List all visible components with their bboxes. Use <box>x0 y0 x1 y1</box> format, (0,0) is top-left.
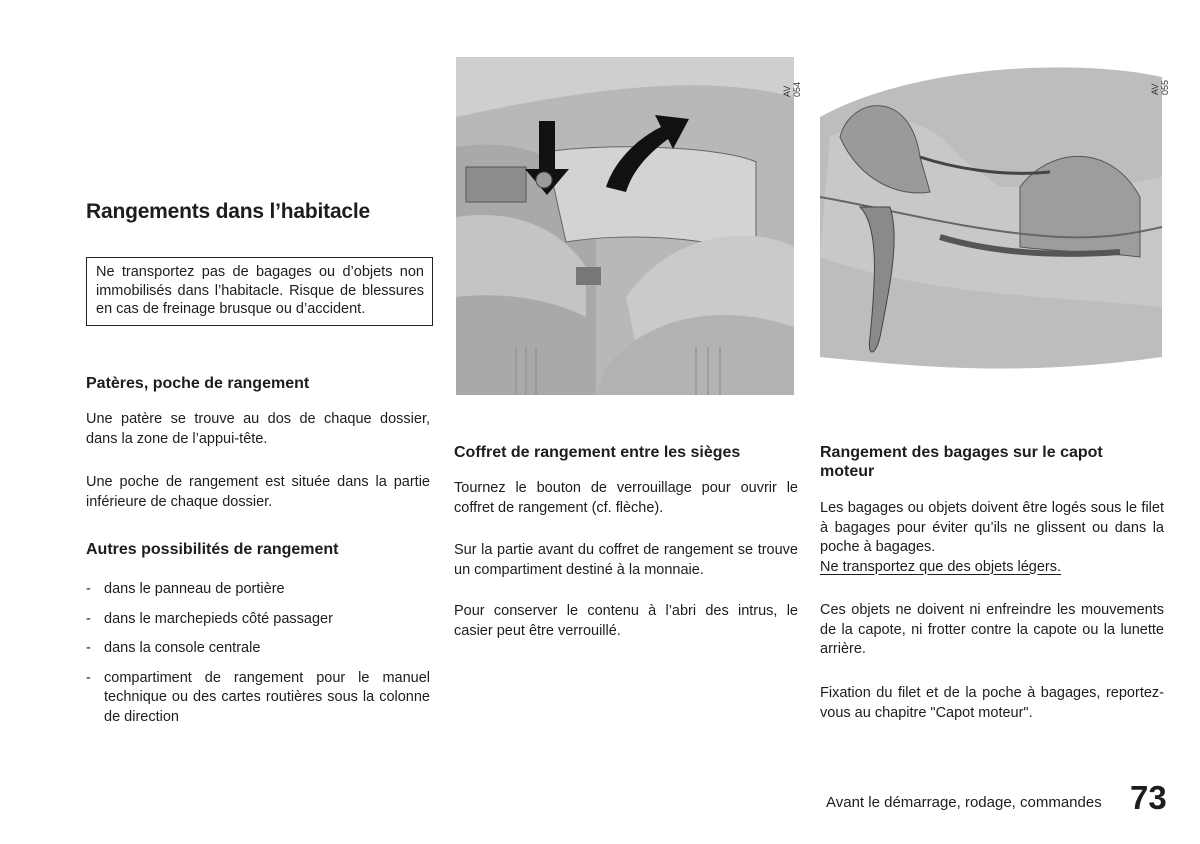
list-item: - dans la console centrale <box>86 640 261 656</box>
section-heading: Rangements dans l’habitacle <box>86 200 371 223</box>
underlined-warning: Ne transportez que des objets légers. <box>820 558 1061 575</box>
paragraph-poche: Une poche de rangement est située dans la partie inférieure de chaque dossier. <box>86 474 430 510</box>
paragraph-capot-1: Les bagages ou objets doivent être logés sous le filet à bagages pour éviter qu’ils ne glissent ou dans la poche à bagages. Ne transportez que des objets légers. <box>820 500 1164 575</box>
footer-chapter: Avant le démarrage, rodage, commandes <box>826 794 1102 811</box>
image-code: AV 055 <box>1150 79 1170 95</box>
roll-bar-photo <box>820 57 1170 395</box>
paragraph-patere: Une patère se trouve au dos de chaque dossier, dans la zone de l’appui-tête. <box>86 411 430 447</box>
paragraph-capot-2: Ces objets ne doivent ni enfreindre les mouvements de la capote, ni frotter contre la capote ou la lunette arrière. <box>820 602 1164 657</box>
warning-box: Ne transportez pas de bagages ou d’objets non immobilisés dans l’habitacle. Risque de blessures en cas de freinage brusque ou d’accident. <box>86 257 433 326</box>
console-storage-photo <box>456 57 802 395</box>
list-item: - dans le panneau de portière <box>86 581 285 597</box>
image-code: AV 054 <box>782 81 802 97</box>
paragraph-coffret-2: Sur la partie avant du coffret de rangement se trouve un compartiment destiné à la monnaie. <box>454 542 798 578</box>
paragraph-coffret-1: Tournez le bouton de verrouillage pour ouvrir le coffret de rangement (cf. flèche). <box>454 480 798 516</box>
luggage-net-illustration <box>820 57 1162 395</box>
list-item: - compartiment de rangement pour le manuel technique ou des cartes routières sous la colonne de direction <box>86 669 430 725</box>
subheading-pateres: Patères, poche de rangement <box>86 375 310 392</box>
subheading-coffret: Coffret de rangement entre les sièges <box>454 444 741 461</box>
storage-list <box>86 580 430 727</box>
subheading-capot: Rangement des bagages sur le capot moteur <box>820 444 1103 480</box>
subheading-autres: Autres possibilités de rangement <box>86 541 339 558</box>
list-item: - dans le marchepieds côté passager <box>86 610 333 627</box>
paragraph-coffret-3: Pour conserver le contenu à l’abri des intrus, le casier peut être verrouillé. <box>454 603 798 639</box>
page-number: 73 <box>1130 779 1167 816</box>
console-illustration <box>456 57 794 395</box>
paragraph-capot-3: Fixation du filet et de la poche à bagages, reportez-vous au chapitre "Capot moteur". <box>820 685 1164 721</box>
